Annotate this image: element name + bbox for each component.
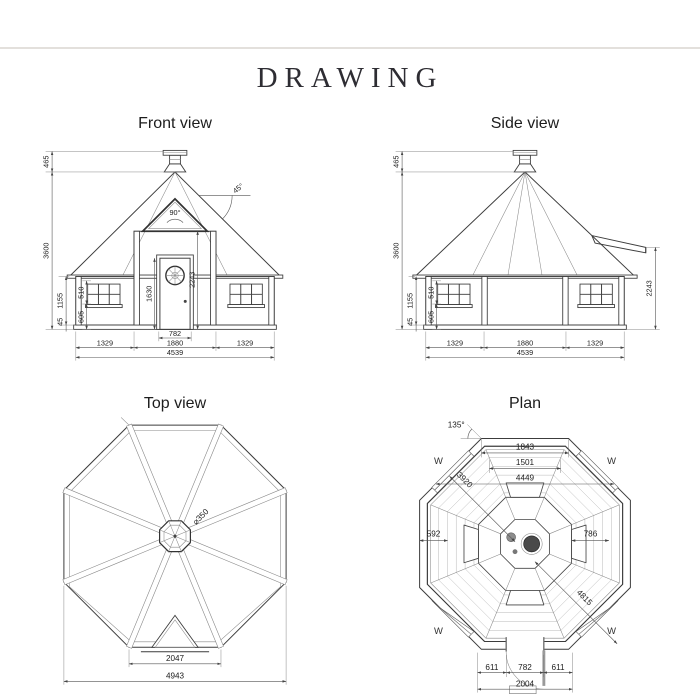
dim-side-total-height: 3600 (391, 242, 401, 259)
dim-plan-corner-angle: 135° (447, 420, 465, 430)
top-chimney (160, 521, 191, 552)
side-window-left (436, 284, 473, 308)
window-label-nw: W (434, 455, 443, 467)
front-chimney (163, 150, 187, 172)
dim-side-chimney: 465 (391, 155, 401, 168)
door-handle-icon (184, 300, 187, 303)
dim-top-base-width: 2047 (165, 654, 185, 664)
dim-side-wall-height: 1155 (405, 292, 415, 309)
plan-panel (350, 387, 700, 700)
dim-front-wall-height: 1155 (55, 292, 65, 309)
dim-plan-width-inner: 4449 (515, 473, 535, 483)
dim-front-seg-right: 1329 (236, 338, 254, 348)
dim-plan-diag-inner: 3920 (455, 470, 475, 490)
dim-front-eave-height: 2243 (187, 271, 197, 288)
dim-plan-door-width: 782 (518, 662, 532, 672)
dim-side-extension-height: 2243 (644, 280, 654, 297)
front-door (157, 255, 197, 329)
dim-front-seg-left: 1329 (96, 338, 114, 348)
dim-side-base: 45 (405, 317, 415, 326)
side-window-right (578, 284, 615, 308)
window-label-se: W (607, 624, 616, 636)
dim-plan-bench: 786 (583, 529, 598, 539)
front-view-panel (0, 107, 350, 387)
side-view-drawing (387, 133, 663, 364)
dim-front-total-height: 3600 (41, 242, 51, 259)
dim-front-window-height: 510 (76, 286, 86, 299)
top-view-drawing (34, 413, 316, 688)
dim-front-door-width: 782 (168, 328, 182, 338)
dim-plan-door-left: 611 (485, 662, 499, 672)
top-view-panel (0, 387, 350, 700)
front-window-right (228, 284, 265, 308)
side-roof (413, 172, 637, 278)
side-view-panel (350, 107, 700, 387)
dim-plan-face-outer: 1843 (515, 442, 535, 452)
dim-top-roof-width: 4943 (165, 671, 185, 681)
side-chimney (513, 150, 537, 172)
plan-title: Plan (508, 395, 542, 412)
front-window-left (86, 284, 123, 308)
dim-side-seg-mid: 1880 (516, 338, 534, 348)
dim-plan-face-inner: 1501 (515, 458, 535, 468)
dim-top-chimney: ⌀350 (191, 507, 211, 527)
views-grid (0, 107, 700, 700)
dim-front-door-height: 1630 (144, 285, 154, 302)
dim-side-total-width: 4539 (516, 348, 534, 358)
dim-side-window-height: 510 (426, 286, 436, 299)
dim-plan-door-total: 2004 (515, 679, 535, 689)
window-label-sw: W (434, 624, 443, 636)
dim-front-total-width: 4539 (166, 348, 184, 358)
dim-plan-door-right: 611 (551, 662, 565, 672)
page-header (0, 49, 700, 107)
dim-front-sill: 605 (76, 310, 86, 324)
header-rule (0, 0, 700, 49)
front-view-drawing (37, 133, 313, 364)
window-label-ne: W (607, 455, 616, 467)
dim-plan-corner-face: 592 (426, 529, 441, 539)
page-title: DRAWING (256, 61, 444, 94)
plan-drawing (383, 413, 667, 697)
dim-front-base: 45 (55, 317, 65, 326)
side-roof-extension (592, 236, 646, 253)
side-view-title: Side view (490, 115, 560, 132)
top-door-gable (141, 615, 209, 651)
dim-front-roof-angle: 45° (231, 181, 246, 196)
dim-plan-diag-outer: 4815 (574, 587, 595, 608)
dim-front-seg-mid: 1880 (166, 338, 184, 348)
dim-front-chimney: 465 (41, 155, 51, 168)
dim-front-gable-angle: 90° (169, 208, 181, 218)
top-view-title: Top view (143, 395, 207, 412)
front-view-title: Front view (138, 115, 212, 132)
dim-side-seg-right: 1329 (586, 338, 604, 348)
dim-side-seg-left: 1329 (446, 338, 464, 348)
dim-side-sill: 605 (426, 310, 436, 324)
